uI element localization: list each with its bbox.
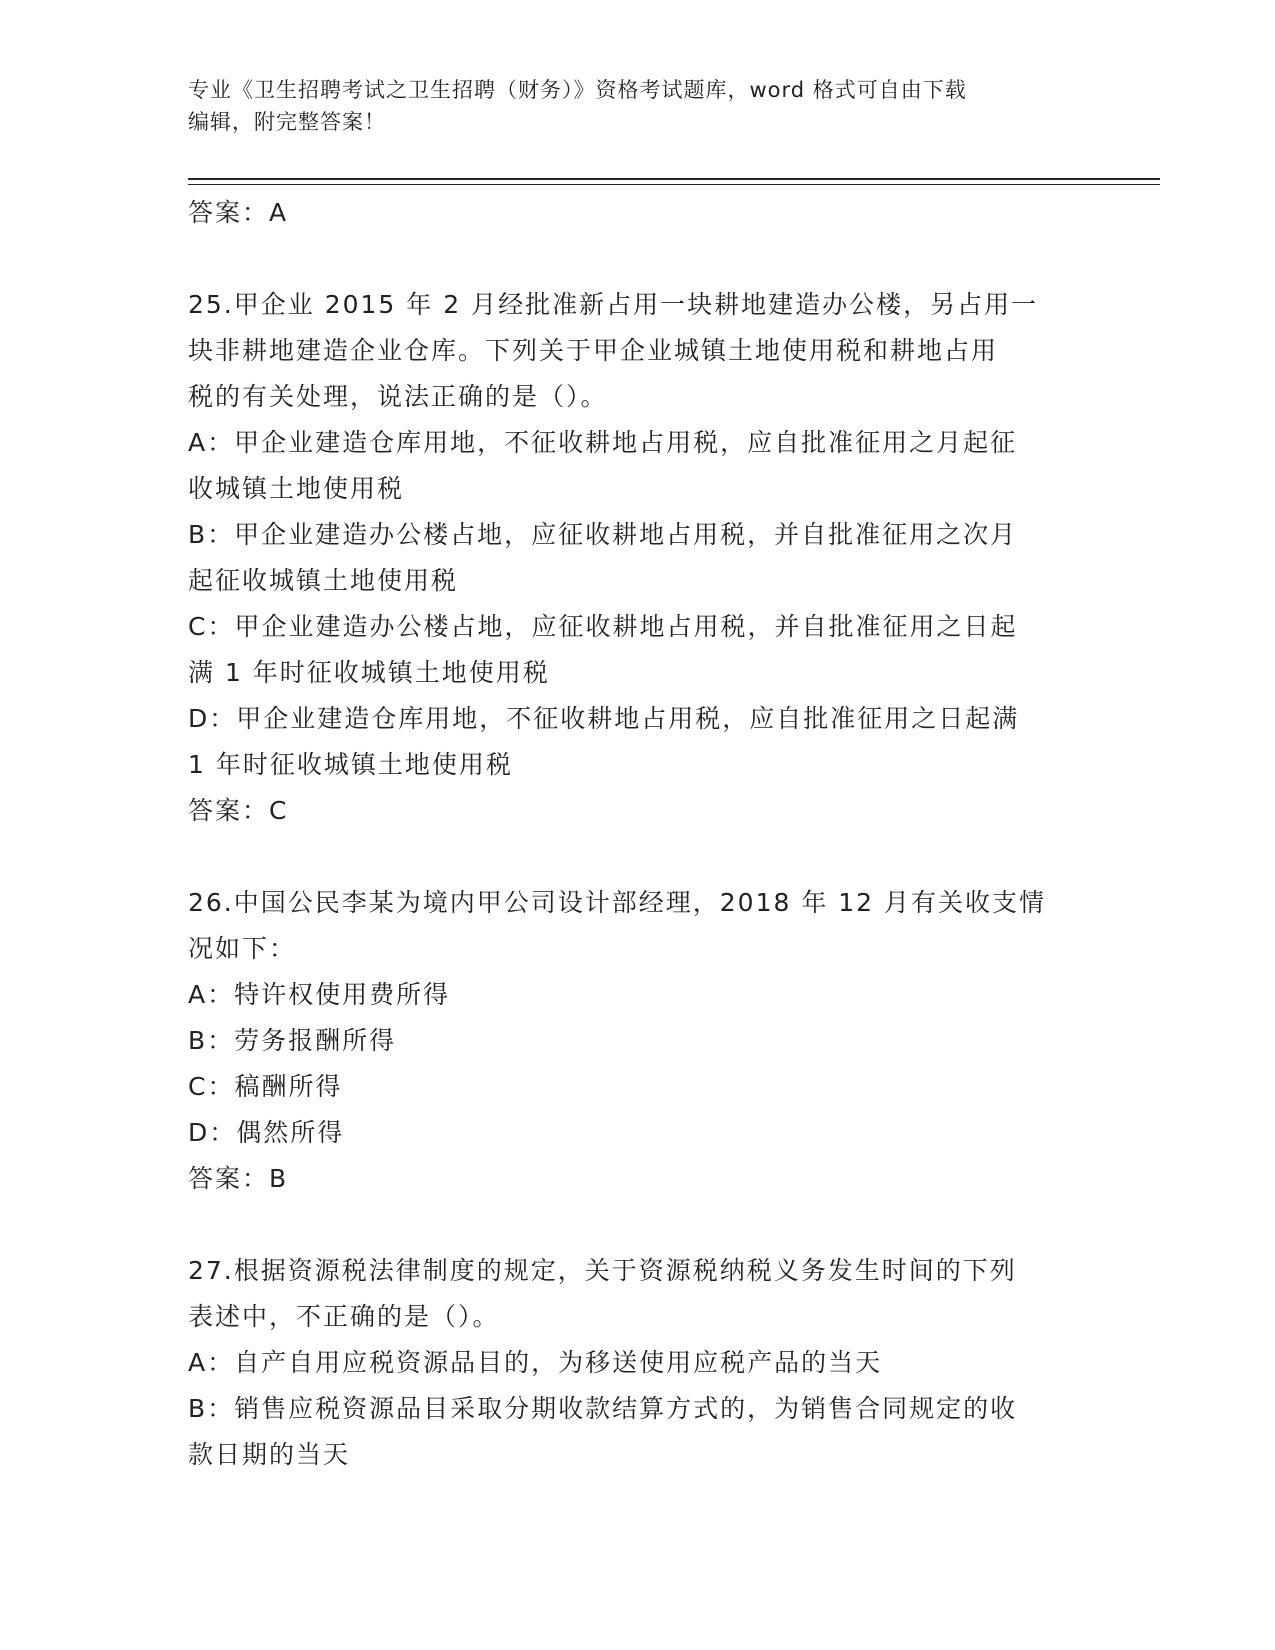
- question-26: [188, 880, 1078, 1202]
- option-c-cont: 满 1 年时征收城镇土地使用税: [188, 658, 550, 687]
- question-25: [188, 282, 1078, 834]
- header-divider-thick: [188, 178, 1160, 180]
- option-b: B：劳务报酬所得: [188, 1026, 397, 1055]
- question-text-line: 27.根据资源税法律制度的规定，关于资源税纳税义务发生时间的下列: [188, 1256, 1017, 1285]
- answer-line: 答案：B: [188, 1164, 289, 1193]
- question-text-line: 块非耕地建造企业仓库。下列关于甲企业城镇土地使用税和耕地占用: [188, 336, 999, 365]
- header-divider-thin: [188, 184, 1160, 185]
- option-a-cont: 收城镇土地使用税: [188, 474, 405, 503]
- option-d-cont: 1 年时征收城镇土地使用税: [188, 750, 513, 779]
- option-c: C：甲企业建造办公楼占地，应征收耕地占用税，并自批准征用之日起: [188, 612, 1018, 641]
- answer-line: 答案：C: [188, 796, 289, 825]
- header-line-1: 专业《卫生招聘考试之卫生招聘（财务）》资格考试题库，word 格式可自由下载: [188, 78, 967, 102]
- question-text-line: 况如下：: [188, 934, 297, 963]
- header-line-2: 编辑，附完整答案！: [188, 110, 386, 134]
- option-b: B：销售应税资源品目采取分期收款结算方式的，为销售合同规定的收: [188, 1394, 1018, 1423]
- option-a: A：甲企业建造仓库用地，不征收耕地占用税，应自批准征用之月起征: [188, 428, 1018, 457]
- question-text-line: 25.甲企业 2015 年 2 月经批准新占用一块耕地建造办公楼，另占用一: [188, 290, 1039, 319]
- option-c: C：稿酬所得: [188, 1072, 343, 1101]
- document-body: [188, 190, 1078, 1478]
- question-text-line: 表述中，不正确的是（）。: [188, 1302, 500, 1331]
- document-header: [188, 74, 1088, 138]
- question-text-line: 税的有关处理，说法正确的是（）。: [188, 382, 608, 411]
- answer-line: 答案：A: [188, 198, 289, 227]
- option-b-cont: 款日期的当天: [188, 1440, 351, 1469]
- question-text-line: 26.中国公民李某为境内甲公司设计部经理，2018 年 12 月有关收支情: [188, 888, 1047, 917]
- option-b-cont: 起征收城镇土地使用税: [188, 566, 459, 595]
- option-d: D：偶然所得: [188, 1118, 345, 1147]
- question-27: [188, 1248, 1078, 1478]
- option-a: A：特许权使用费所得: [188, 980, 451, 1009]
- option-d: D：甲企业建造仓库用地，不征收耕地占用税，应自批准征用之日起满: [188, 704, 1020, 733]
- option-a: A：自产自用应税资源品目的，为移送使用应税产品的当天: [188, 1348, 883, 1377]
- option-b: B：甲企业建造办公楼占地，应征收耕地占用税，并自批准征用之次月: [188, 520, 1018, 549]
